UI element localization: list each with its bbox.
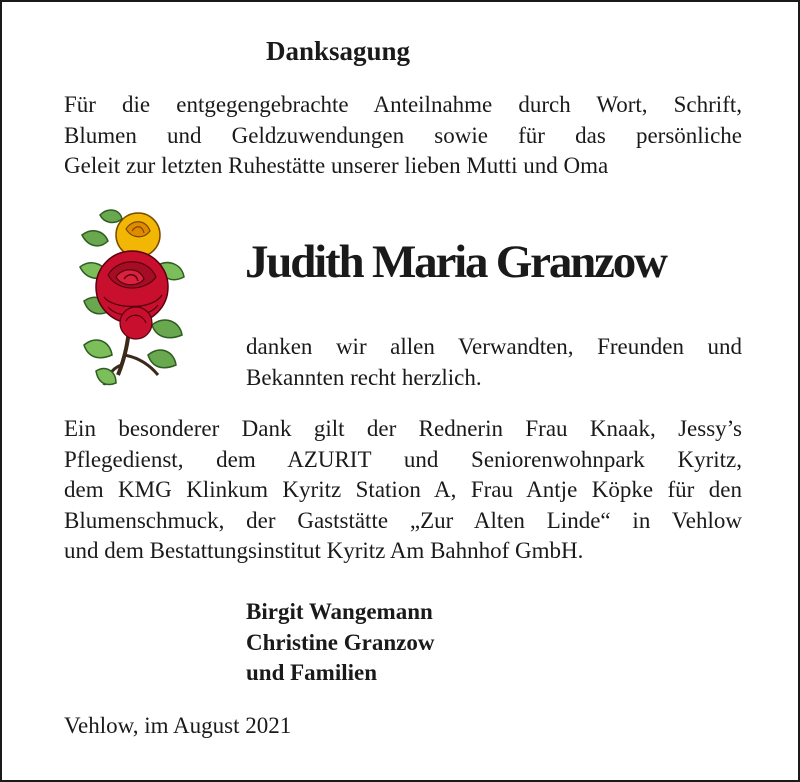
special-thanks-line: Blumenschmuck, der Gaststätte „Zur Alten Linde“ in Vehlow — [64, 507, 742, 533]
intro-line: Geleit zur letzten Ruhestätte unserer lieben Mutti und Oma — [64, 153, 609, 178]
special-thanks-line: Ein besonderer Dank gilt der Rednerin Frau Knaak, Jessy’s — [64, 416, 742, 441]
rose-icon — [78, 205, 190, 395]
thanks-line: Bekannten recht herzlich. — [246, 364, 482, 390]
intro-line: Blumen und Geldzuwendungen sowie für das persönliche — [64, 122, 742, 148]
special-thanks-line: und dem Bestattungsinstitut Kyritz Am Bahnhof GmbH. — [64, 538, 584, 563]
special-thanks-paragraph — [64, 414, 742, 567]
notice-heading: Danksagung — [265, 36, 411, 66]
place-date: Vehlow, im August 2021 — [64, 713, 292, 738]
signature-name: und Familien — [246, 660, 378, 685]
thanks-line: danken wir allen Verwandten, Freunden und — [246, 334, 742, 359]
thanks-paragraph — [246, 332, 742, 393]
special-thanks-line: dem KMG Klinkum Kyritz Station A, Frau Antje Köpke für den — [64, 477, 742, 502]
intro-line: Für die entgegengebrachte Anteilnahme durch Wort, Schrift, — [64, 92, 742, 117]
signatures — [246, 597, 434, 689]
signature-name: Birgit Wangemann — [246, 599, 433, 624]
deceased-name: Judith Maria Granzow — [245, 236, 666, 288]
special-thanks-line: Pflegedienst, dem AZURIT und Seniorenwohnpark Kyritz, — [64, 446, 742, 472]
intro-paragraph — [64, 90, 742, 182]
signature-name: Christine Granzow — [246, 629, 435, 655]
